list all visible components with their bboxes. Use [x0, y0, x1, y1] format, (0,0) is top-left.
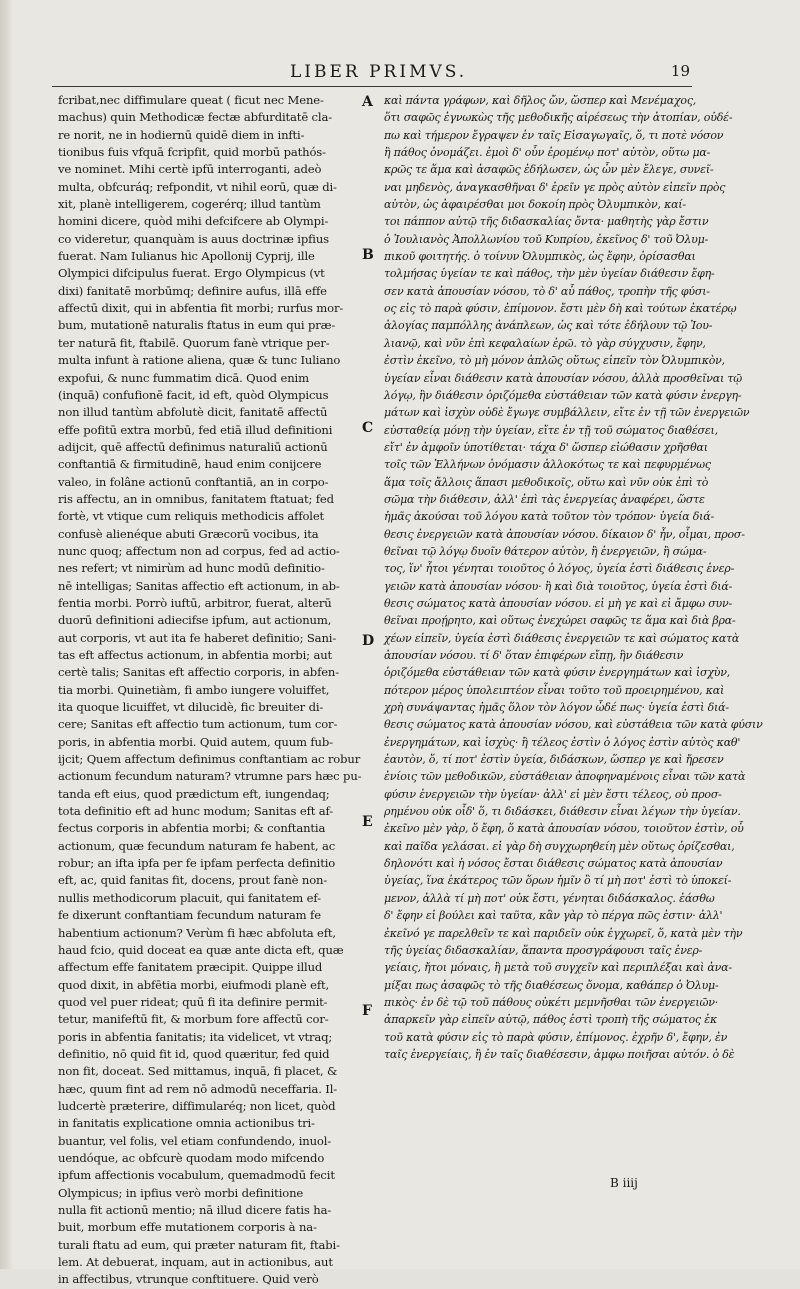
section-marker-a: A — [362, 94, 373, 110]
latin-text-line: in fanitatis explicatione omnia actionibus tri- — [58, 1116, 315, 1131]
latin-text-line: quod dixit, in abfētia morbi, eiufmodi planè eft, — [58, 977, 330, 992]
latin-text-line: robur; an ifta ipfa per fe ipfam perfecta definitio — [58, 856, 336, 871]
greek-text-line: λόγῳ, ἣν διάθεσιν ὁριζόμεθα εὐστάθειαν τῶν κατὰ φύσιν ἐνεργη- — [384, 388, 742, 402]
latin-text-line: fentia morbi. Porrò iuftū, arbitror, fuerat, alterū — [58, 595, 332, 610]
greek-text-line: ταῖς ἐνεργείαις, ἢ ἐν ταῖς διαθέσεσιν, ἀμφω ποιῆσαι αὐτόν. ὁ δὲ — [384, 1047, 735, 1061]
latin-text-line: multa infunt à ratione aliena, quæ & tunc Iuliano — [58, 353, 341, 368]
section-marker-e: E — [362, 814, 373, 830]
latin-text-line: expofui, & nunc fummatim dicā. Quod enim — [58, 370, 309, 385]
greek-text-line: ἐκεῖνό γε παρελθεῖν τε καὶ παριδεῖν οὐκ ἐγχωρεῖ, ὅ, κατὰ μὲν τὴν — [384, 926, 743, 940]
latin-text-line: nullis methodicorum placuit, qui fanitatem ef- — [58, 890, 321, 905]
latin-text-line: lem. At debuerat, inquam, aut in actionibus, aut — [58, 1255, 333, 1270]
greek-text-line: αὐτὸν, ὡς ἀφαιρέσθαι μοι δοκοίη πρὸς Ὀλυμπικὸν, καί- — [384, 198, 686, 212]
latin-text-line: aut corporis, vt aut ita fe haberet definitio; Sani- — [58, 630, 337, 645]
latin-text-line: machus) quin Methodicæ fectæ abfurditatē cla- — [58, 110, 332, 125]
latin-text-line: habentium actionum? Verùm fi hæc abfoluta eft, — [58, 925, 336, 940]
greek-text-line: τοῖς τῶν Ἑλλήνων ὀνόμασιν ἀλλοκότως τε καὶ πεφυρμένως — [384, 458, 711, 472]
latin-text-line: fcribat,nec diffimulare queat ( ficut nec Mene- — [58, 93, 324, 107]
latin-text-line: ris affectu, an in omnibus, fanitatem ftatuat; fed — [58, 491, 334, 506]
latin-text-line: hæc, quum fint ad rem nō admodū neceffaria. Il- — [58, 1081, 338, 1096]
latin-text-line: ita quoque licuiffet, vt dilucidè, fic breuiter di- — [58, 700, 324, 715]
latin-text-line: tanda eft eius, quod prædictum eft, iungendaq; — [58, 786, 330, 801]
latin-text-line: conftantiā & firmitudinē, haud enim conijcere — [58, 457, 322, 472]
greek-text-line: δ' ἔφην εἰ βούλει καὶ ταῦτα, κἂν γὰρ τὸ πέργα πῶς ἐστιν· ἀλλ' — [384, 909, 723, 923]
greek-text-line: γείαις, ἤτοι μόναις, ἢ μετὰ τοῦ συγχεῖν καὶ περιπλέξαι καὶ ἀνα- — [384, 961, 732, 975]
latin-text-line: homini dicere, quòd mihi defcifcere ab Olympi- — [58, 214, 329, 229]
latin-text-line: actionum fecundum naturam? vtrumne pars hæc pu- — [58, 769, 362, 784]
greek-text-line: κρῶς τε ἅμα καὶ ἀσαφῶς ἐδήλωσεν, ὡς ὧν μὲν ἔλεγε, συνεῖ- — [384, 163, 714, 177]
latin-text-line: Olympicus; in ipfius verò morbi definitione — [58, 1185, 304, 1200]
greek-text-line: θεσις ἐνεργειῶν κατὰ ἀπουσίαν νόσου. δίκαιον δ' ἦν, οἶμαι, προσ- — [384, 527, 745, 541]
greek-text-line: τοι πάππον αὐτῷ τῆς διδασκαλίας ὄντα· μαθητὴς γὰρ ἔστιν — [384, 215, 709, 229]
greek-text-line: πότερον μέρος ὑπολειπτέον εἶναι τοῦτο τοῦ προειρημένου, καὶ — [384, 683, 725, 697]
latin-text-line: nē intelligas; Sanitas affectio eft actionum, in ab- — [58, 578, 340, 593]
latin-text-line: quod vel puer rideat; quū fi ita definire permit- — [58, 994, 328, 1009]
greek-text-line: ἐνεργημάτων, καὶ ἰσχὺς· ἢ τέλεος ἐστὶν ὁ λόγος ἐστὶν αὐτὸς καθ' — [384, 735, 741, 749]
latin-text-line: fectus corporis in abfentia morbi; & conftantia — [58, 821, 326, 836]
latin-text-line: affectum effe fanitatem præcipit. Quippe illud — [58, 960, 323, 975]
greek-text-line: μίξαι πως ἀσαφῶς τὸ τῆς διαθέσεως ὄνομα, καθάπερ ὁ Ὀλυμ- — [384, 978, 719, 992]
greek-text-line: τῆς ὑγείας διδασκαλίαν, ἅπαντα προσγράφουσι ταῖς ἐνερ- — [384, 943, 703, 957]
greek-text-line: ἐστὶν ἐκεῖνο, τὸ μὴ μόνον ἁπλῶς οὕτως εἰπεῖν τὸν Ὀλυμπικὸν, — [384, 354, 725, 368]
latin-text-line: Olympici difcipulus fuerat. Ergo Olympicus (vt — [58, 266, 325, 281]
latin-text-line: poris in abfentia fanitatis; ita videlicet, vt vtraq; — [58, 1029, 333, 1044]
latin-text-line: adijcit, quē affectū definimus naturaliū actionū — [58, 439, 328, 454]
greek-text-line: τοῦ κατὰ φύσιν εἰς τὸ παρὰ φύσιν, ἐπίμονος. ἐχρῆν δ', ἔφην, ἐν — [384, 1030, 728, 1044]
greek-text-line: ἅμα τοῖς ἄλλοις ἅπασι μεθοδικοῖς, οὕτω καὶ νῦν οὐκ ἐπὶ τὸ — [384, 475, 709, 489]
section-marker-c: C — [362, 420, 374, 436]
greek-text-line: ὁ Ἰουλιανὸς Ἀπολλωνίου τοῦ Κυπρίου, ἐκεῖνος δ' τοῦ Ὀλυμ- — [384, 232, 709, 246]
latin-text-line: multa, obfcuráq; refpondit, vt nihil eorū, quæ di- — [58, 179, 337, 194]
latin-text-line: certè talis; Sanitas eft affectio corporis, in abfen- — [58, 665, 340, 680]
latin-text-line: nunc quoq; affectum non ad corpus, fed ad actio- — [58, 543, 340, 558]
latin-text-line: in affectibus, vtrunque conftituere. Quid verò — [58, 1272, 319, 1287]
greek-text-line: θεῖναι προῄρητο, καὶ οὕτως ἐνεχώρει σαφῶς τε ἅμα καὶ διὰ βρα- — [384, 614, 736, 628]
greek-text-line: ἐκεῖνο μὲν γὰρ, ὅ ἔφη, ὅ κατὰ ἀπουσίαν νόσου, τοιοῦτον ἐστὶν, οὗ — [384, 822, 744, 836]
latin-text-line: duorū definitioni adiecifse ipfum, aut actionum, — [58, 613, 332, 628]
latin-text-line: affectū dixit, qui in abfentia fit morbi; rurfus mor- — [58, 301, 344, 316]
greek-text-line: χρὴ συνάψαντας ἡμᾶς ὅλον τὸν λόγον ὧδέ πως· ὑγεία ἐστὶ διά- — [384, 701, 729, 715]
greek-text-line: πικοῦ φοιτητής. ὁ τοίνυν Ὀλυμπικὸς, ὡς ἔφην, ὁρίσασθαι — [384, 250, 696, 264]
latin-text-line: actionum, quæ fecundum naturam fe habent, ac — [58, 838, 336, 853]
latin-text-line: ipfum affectionis vocabulum, quemadmodū fecit — [58, 1168, 335, 1183]
greek-text-line: μάτων καὶ ἰσχὺν οὐδὲ ἔγωγε συμβάλλειν, εἴτε ἐν τῇ τῶν ἐνεργειῶν — [384, 406, 750, 420]
latin-text-line: tetur, manifeftū fit, & morbum fore affectū cor- — [58, 1012, 329, 1027]
greek-text-line: πικὸς· ἐν δὲ τῷ τοῦ πάθους οὐκέτι μεμνῆσθαι τῶν ἐνεργειῶν· — [384, 995, 719, 1009]
latin-text-line: haud fcio, quid doceat ea quæ ante dicta eft, quæ — [58, 942, 344, 957]
latin-text-line: buantur, vel folis, vel etiam confundendo, inuol- — [58, 1133, 332, 1148]
greek-text-line: λιανῷ, καὶ νῦν ἐπὶ κεφαλαίων ἐρῶ. τὸ γὰρ σύγχυσιν, ἔφην, — [384, 336, 706, 350]
greek-text-line: σεν κατὰ ἀπουσίαν νόσου, τὸ δ' αὖ πάθος, τροπὴν τῆς φύσι- — [384, 284, 710, 298]
greek-text-line: θεσις σώματος κατὰ ἀπουσίαν νόσου, καὶ εὐστάθεια τῶν κατὰ φύσιν — [384, 718, 763, 732]
greek-text-line: ρημένου οὐκ οἶδ' ὅ, τι διδάσκει, διάθεσιν εἶναι λέγων τὴν ὑγείαν. — [384, 805, 741, 819]
latin-text-line: ijcit; Quem affectum definimus conftantiam ac robur — [58, 752, 361, 767]
latin-text-line: cere; Sanitas eft affectio tum actionum, tum cor- — [58, 717, 338, 732]
greek-text-line: ἐνίοις τῶν μεθοδικῶν, εὐστάθειαν ἀποφηναμένοις εἶναι τῶν κατὰ — [384, 770, 746, 784]
latin-text-line: tia morbi. Quinetiàm, fi ambo iungere voluiffet, — [58, 682, 330, 697]
greek-text-line: τος, ἵν' ἦτοι γένηται τοιοῦτος ὁ λόγος, ὑγεία ἐστὶ διάθεσις ἐνερ- — [384, 562, 735, 576]
greek-text-line: εἴτ' ἐν ἀμφοῖν ὑποτίθεται· τάχα δ' ὥσπερ εἰώθασιν χρῆσθαι — [384, 440, 708, 454]
page-number: 19 — [670, 62, 690, 80]
latin-text-line: tota definitio eft ad hunc modum; Sanitas eft af- — [58, 804, 334, 819]
latin-text-line: ludcertè præterire, diffimularéq; non licet, quòd — [58, 1098, 336, 1113]
latin-text-line: uendóque, ac obfcurè quodam modo mifcendo — [58, 1150, 325, 1165]
greek-column — [384, 92, 763, 1063]
latin-text-line: valeo, in folâne actionū conftantiā, an in corpo- — [58, 474, 329, 489]
latin-text-line: bum, mutationē naturalis ftatus in eum qui præ- — [58, 318, 336, 333]
section-markers — [362, 0, 378, 1269]
greek-text-line: τολμήσας ὑγείαν τε καὶ πάθος, τὴν μὲν ὑγείαν διάθεσιν ἔφη- — [384, 267, 715, 281]
latin-text-line: ter naturā fit, ftabilē. Quorum fanè vtrique per- — [58, 335, 330, 350]
greek-text-line: θεῖναι τῷ λόγῳ δυοῖν θάτερον αὐτὸν, ἢ ἐνεργειῶν, ἢ σώμα- — [384, 544, 707, 558]
greek-text-line: εὐσταθείᾳ μόνῃ τὴν ὑγείαν, εἴτε ἐν τῇ τοῦ σώματος διαθέσει, — [384, 423, 718, 437]
greek-text-line: ἀπουσίαν νόσου. τί δ' ὅταν ἐπιφέρων εἴπῃ, ἣν διάθεσιν — [384, 649, 684, 662]
latin-text-line: re norit, ne in hodiernū quidē diem in infti- — [58, 127, 305, 142]
greek-text-line: γειῶν κατὰ ἀπουσίαν νόσου· ἢ καὶ διὰ τοιοῦτος, ὑγεία ἐστὶ διά- — [384, 579, 733, 593]
section-marker-b: B — [362, 247, 374, 263]
latin-text-line: turali ftatu ad eum, qui præter naturam fit, ftabi- — [58, 1237, 340, 1252]
latin-text-line: non fit, doceat. Sed mittamus, inquā, fi placet, & — [58, 1064, 338, 1079]
greek-text-line: ὁριζόμεθα εὐστάθειαν τῶν κατὰ φύσιν ἐνεργημάτων καὶ ἰσχὺν, — [384, 666, 731, 680]
latin-text-line: dixi) fanitatē morbūmq; definire aufus, illā effe — [58, 283, 327, 298]
latin-text-line: buit, morbum effe mutationem corporis à na- — [58, 1220, 317, 1235]
latin-text-line: fortè, vt vtique cum reliquis methodicis affolet — [58, 509, 325, 524]
page-gutter-shadow — [0, 0, 14, 1269]
latin-text-line: fe dixerunt conftantiam fecundum naturam fe — [58, 908, 321, 923]
latin-text-line: nes refert; vt nimirùm ad hunc modū definitio- — [58, 561, 325, 576]
greek-text-line: ἢ πάθος ὀνομάζει. ἐμοὶ δ' οὖν ἐρομένῳ ποτ' αὐτὸν, οὕτω μα- — [384, 146, 711, 160]
greek-text-line: δηλονότι καὶ ἡ νόσος ἔσται διάθεσις σώματος κατὰ ἀπουσίαν — [384, 857, 723, 871]
latin-text-line: effe pofitū extra morbū, fed etiā illud definitioni — [58, 422, 333, 437]
latin-text-line: tas eft affectus actionum, in abfentia morbi; aut — [58, 648, 333, 662]
latin-text-line: definitio, nō quid fit id, quod quæritur, fed quid — [58, 1046, 330, 1061]
section-marker-d: D — [362, 633, 375, 649]
greek-text-line: ὅτι σαφῶς ἐγνωκὼς τῆς μεθοδικῆς αἱρέσεως τὴν ἀτοπίαν, οὐδέ- — [384, 111, 733, 125]
greek-text-line: ναι μηδενὸς, ἀναγκασθῆναι δ' ἐρεῖν γε πρὸς αὐτὸν εἰπεῖν πρὸς — [384, 180, 726, 194]
greek-text-line: ἑαυτὸν, ὅ, τί ποτ' ἐστὶν ὑγεία, διδάσκων, ὥσπερ γε καὶ ἤρεσεν — [384, 753, 724, 767]
latin-text-line: non illud tantùm abfolutè dicit, fanitatē affectū — [58, 405, 328, 420]
latin-text-line: poris, in abfentia morbi. Quid autem, quum fub- — [58, 734, 333, 749]
greek-text-line: φύσιν ἐνεργειῶν τὴν ὑγείαν· ἀλλ' εἰ μὲν ἔστι τέλεος, οὐ προσ- — [384, 787, 722, 801]
section-marker-f: F — [362, 1003, 372, 1019]
latin-text-line: confusè alienéque abuti Græcorū vocibus, ita — [58, 526, 319, 541]
greek-text-line: καὶ πάντα γράφων, καὶ δῆλος ὤν, ὥσπερ καὶ Μενέμαχος, — [384, 94, 697, 107]
latin-text-line: co videretur, quanquàm is auus doctrinæ ipfius — [58, 231, 329, 246]
latin-text-line: nulla fit actionū mentio; nā illud dicere fatis ha- — [58, 1203, 332, 1217]
greek-text-line: χέων εἰπεῖν, ὑγεία ἐστὶ διάθεσις ἐνεργειῶν τε καὶ σώματος κατὰ — [384, 631, 740, 645]
greek-text-line: ὑγείας, ἵνα ἑκάτερος τῶν ὅρων ἡμῖν ὃ τί μὴ ποτ' ἐστὶ τὸ ὑποκεί- — [384, 874, 732, 888]
latin-text-line: fuerat. Nam Iulianus hic Apollonij Cyprij, ille — [58, 249, 315, 264]
greek-text-line: ἀλογίας παμπόλλης ἀνάπλεων, ὡς καὶ τότε ἐδήλουν τῷ Ἰου- — [384, 319, 713, 333]
signature-mark: B iiij — [610, 1176, 638, 1190]
latin-column — [58, 92, 370, 1289]
greek-text-line: θεσις σώματος κατὰ ἀπουσίαν νόσου. εἰ μὴ γε καὶ εἰ ἄμφω συν- — [384, 596, 733, 610]
greek-text-line: πω καὶ τήμερον ἔγραψεν ἐν ταῖς Εἰσαγωγαῖς, ὅ, τι ποτὲ νόσον — [384, 128, 724, 142]
greek-text-line: μενον, ἀλλὰ τί μὴ ποτ' οὐκ ἔστι, γένηται διδάσκαλος. ἐάσθω — [384, 891, 715, 905]
greek-text-line: ος εἰς τὸ παρὰ φύσιν, ἐπίμονον. ἔστι μὲν δὴ καὶ τούτων ἑκατέρῳ — [384, 302, 737, 316]
greek-text-line: ἡμᾶς ἀκούσαι τοῦ λόγου κατὰ τοῦτον τὸν τρόπον· ὑγεία διά- — [384, 510, 715, 524]
latin-text-line: tionibus fuis vfquā fcripfit, quid morbū pathós- — [58, 145, 326, 160]
latin-text-line: ve nominet. Mihi certè ipfū interroganti, adeò — [58, 162, 322, 177]
greek-text-line: ἀπαρκεῖν γὰρ εἰπεῖν αὐτῷ, πάθος ἐστὶ τροπὴ τῆς σώματος ἐκ — [384, 1013, 717, 1027]
greek-text-line: σῶμα τὴν διάθεσιν, ἀλλ' ἐπὶ τὰς ἐνεργείας ἀναφέρει, ὥστε — [384, 492, 705, 506]
greek-text-line: καὶ παῖδα γελάσαι. εἰ γὰρ δὴ συγχωρηθείη μὲν οὕτως ὁρίζεσθαι, — [384, 839, 735, 853]
latin-text-line: eft, ac, quid fanitas fit, docens, prout fanè non- — [58, 873, 328, 888]
latin-text-line: xit, planè intelligerem, cogerérq; illud tantùm — [58, 197, 321, 212]
greek-text-line: ὑγείαν εἶναι διάθεσιν κατὰ ἀπουσίαν νόσου, ἀλλὰ προσθεῖναι τῷ — [384, 371, 743, 385]
latin-text-line: (inquā) confufionē facit, id eft, quòd Olympicus — [58, 387, 329, 402]
running-title: LIBER PRIMVS. — [290, 62, 468, 82]
